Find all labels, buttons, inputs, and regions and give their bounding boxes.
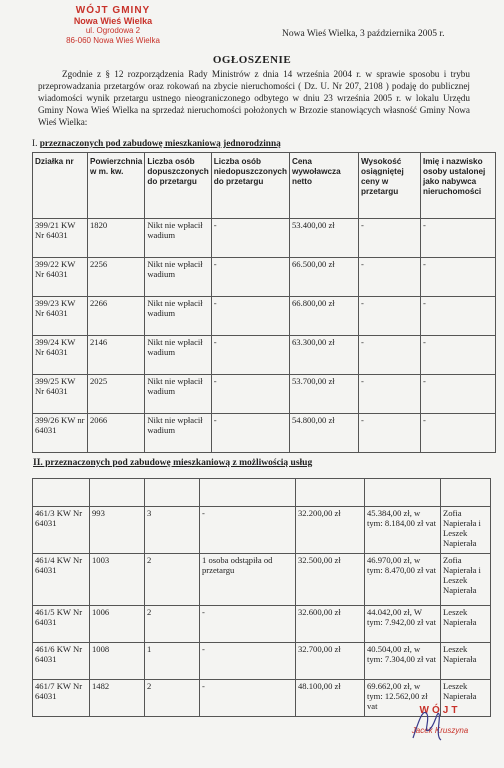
cell-starting-price: 32.200,00 zł	[296, 507, 365, 554]
cell-starting-price: 66.800,00 zł	[289, 297, 358, 336]
table-row	[33, 507, 491, 554]
cell-area: 2146	[88, 336, 145, 375]
stamp-line-2: Nowa Wieś Wielka	[73, 16, 153, 26]
cell-starting-price: 32.500,00 zł	[296, 554, 365, 606]
cell-admitted: 3	[145, 507, 200, 554]
header-achieved-price: Wysokość osiągniętej ceny w przetargu	[358, 153, 420, 219]
cell-parcel: 461/7 KW Nr 64031	[33, 680, 90, 717]
cell-buyer: -	[420, 219, 495, 258]
cell-achieved-price: -	[358, 219, 420, 258]
cell-achieved-price: -	[358, 297, 420, 336]
cell-achieved-price: -	[358, 336, 420, 375]
cell-starting-price: 53.400,00 zł	[289, 219, 358, 258]
header-buyer: Imię i nazwisko osoby ustalonej jako nabywca nieruchomości	[420, 153, 495, 219]
cell-not-admitted: -	[211, 414, 289, 453]
cell-not-admitted: -	[200, 606, 296, 643]
cell-starting-price: 54.800,00 zł	[289, 414, 358, 453]
cell-starting-price: 66.500,00 zł	[289, 258, 358, 297]
blank-cell	[365, 479, 441, 507]
cell-parcel: 399/23 KW Nr 64031	[33, 297, 88, 336]
place-date: Nowa Wieś Wielka, 3 października 2005 r.	[282, 29, 445, 39]
blank-cell	[296, 479, 365, 507]
cell-parcel: 461/3 KW Nr 64031	[33, 507, 90, 554]
cell-admitted: 1	[145, 643, 200, 680]
cell-not-admitted: 1 osoba odstąpiła od przetargu	[200, 554, 296, 606]
cell-achieved-price: 46.970,00 zł, w tym: 8.470,00 zł vat	[365, 554, 441, 606]
section-1-number: I.	[32, 139, 38, 149]
table-row	[33, 643, 491, 680]
blank-cell	[90, 479, 145, 507]
table-row	[33, 258, 496, 297]
cell-admitted: 2	[145, 606, 200, 643]
document-title: OGŁOSZENIE	[212, 54, 292, 66]
table-section-2	[32, 478, 491, 717]
cell-starting-price: 63.300,00 zł	[289, 336, 358, 375]
cell-area: 1003	[90, 554, 145, 606]
cell-parcel: 399/26 KW nr 64031	[33, 414, 88, 453]
stamp-line-1: WÓJT GMINY	[75, 5, 151, 16]
cell-admitted: Nikt nie wpłacił wadium	[145, 336, 211, 375]
stamp-line-4: 86-060 Nowa Wieś Wielka	[66, 36, 160, 45]
cell-area: 993	[90, 507, 145, 554]
cell-starting-price: 32.600,00 zł	[296, 606, 365, 643]
blank-cell	[441, 479, 491, 507]
cell-area: 2025	[88, 375, 145, 414]
table-row	[33, 375, 496, 414]
table-section-1	[32, 152, 496, 453]
cell-buyer: Leszek Napierała	[441, 643, 491, 680]
cell-buyer: -	[420, 414, 495, 453]
cell-area: 2066	[88, 414, 145, 453]
cell-buyer: Leszek Napierała	[441, 680, 491, 717]
header-area: Powierzchnia w m. kw.	[88, 153, 145, 219]
cell-achieved-price: 45.384,00 zł, w tym: 8.184,00 zł vat	[365, 507, 441, 554]
header-starting-price: Cena wywoławcza netto	[289, 153, 358, 219]
cell-parcel: 399/21 KW Nr 64031	[33, 219, 88, 258]
cell-parcel: 399/24 KW Nr 64031	[33, 336, 88, 375]
cell-buyer: -	[420, 258, 495, 297]
cell-area: 1008	[90, 643, 145, 680]
section-1-heading	[32, 139, 281, 149]
cell-area: 1820	[88, 219, 145, 258]
blank-cell	[33, 479, 90, 507]
cell-buyer: Zofia Napierała i Leszek Napierała	[441, 507, 491, 554]
cell-buyer: Zofia Napierała i Leszek Napierała	[441, 554, 491, 606]
cell-buyer: -	[420, 375, 495, 414]
cell-achieved-price: -	[358, 258, 420, 297]
cell-achieved-price: -	[358, 414, 420, 453]
cell-parcel: 461/4 KW Nr 64031	[33, 554, 90, 606]
cell-not-admitted: -	[211, 219, 289, 258]
table-row	[33, 336, 496, 375]
header-admitted: Liczba osób dopuszczonych do przetargu	[145, 153, 211, 219]
table-row	[33, 554, 491, 606]
signature-title: WÓJT	[419, 705, 461, 716]
cell-starting-price: 32.700,00 zł	[296, 643, 365, 680]
cell-buyer: -	[420, 297, 495, 336]
cell-parcel: 461/5 KW Nr 64031	[33, 606, 90, 643]
cell-achieved-price: -	[358, 375, 420, 414]
office-stamp	[48, 6, 178, 46]
section-2-heading: II. przeznaczonych pod zabudowę mieszkaniową z możliwością usług	[33, 458, 313, 468]
intro-text: Zgodnie z § 12 rozporządzenia Rady Ministrów z dnia 14 września 2004 r. w sprawie sposobu i trybu przeprowadzania przetargów oraz rokowań na zbycie nieruchomości ( Dz. U. Nr 207, 2108 ) podaję do publicznej wiadomości wynik przetargu ustnego nieograniczonego odbytego w dniu 23 września 2005 r. w lokalu Urzędu Gminy Nowa Wieś Wielka na sprzedaż nieruchomości położonych w Brzozie stanowiących własność Gminy Nowa Wieś Wielka:	[38, 69, 470, 127]
table-row	[33, 219, 496, 258]
cell-not-admitted: -	[200, 680, 296, 717]
stamp-line-3: ul. Ogrodowa 2	[85, 26, 141, 35]
blank-cell	[200, 479, 296, 507]
cell-admitted: 2	[145, 554, 200, 606]
table-row	[33, 297, 496, 336]
cell-admitted: Nikt nie wpłacił wadium	[145, 219, 211, 258]
table-row	[33, 606, 491, 643]
cell-area: 1482	[90, 680, 145, 717]
header-not-admitted: Liczba osób niedopuszczonych do przetargu	[211, 153, 289, 219]
handwritten-signature-icon	[405, 700, 455, 750]
cell-parcel: 399/22 KW Nr 64031	[33, 258, 88, 297]
table-blank-header-row	[33, 479, 491, 507]
header-parcel: Działka nr	[33, 153, 88, 219]
cell-achieved-price: 44.042,00 zł, W tym: 7.942,00 zł vat	[365, 606, 441, 643]
table-row	[33, 414, 496, 453]
cell-area: 1006	[90, 606, 145, 643]
intro-paragraph	[38, 68, 470, 128]
cell-achieved-price: 40.504,00 zł, w tym: 7.304,00 zł vat	[365, 643, 441, 680]
cell-admitted: Nikt nie wpłacił wadium	[145, 414, 211, 453]
section-1-title: przeznaczonych pod zabudowę mieszkaniową jednorodzinną	[39, 139, 281, 149]
cell-starting-price: 53.700,00 zł	[289, 375, 358, 414]
cell-not-admitted: -	[200, 507, 296, 554]
cell-admitted: Nikt nie wpłacił wadium	[145, 258, 211, 297]
cell-admitted: Nikt nie wpłacił wadium	[145, 375, 211, 414]
cell-buyer: -	[420, 336, 495, 375]
cell-parcel: 461/6 KW Nr 64031	[33, 643, 90, 680]
signature-name: Jacek Kruszyna	[411, 726, 469, 735]
cell-not-admitted: -	[211, 336, 289, 375]
cell-parcel: 399/25 KW Nr 64031	[33, 375, 88, 414]
blank-cell	[145, 479, 200, 507]
cell-admitted: 2	[145, 680, 200, 717]
cell-area: 2256	[88, 258, 145, 297]
cell-admitted: Nikt nie wpłacił wadium	[145, 297, 211, 336]
cell-not-admitted: -	[211, 297, 289, 336]
cell-area: 2266	[88, 297, 145, 336]
cell-achieved-price: 69.662,00 zł, w tym: 12.562,00 zł vat	[365, 680, 441, 717]
cell-not-admitted: -	[211, 258, 289, 297]
cell-not-admitted: -	[211, 375, 289, 414]
table-header-row	[33, 153, 496, 219]
cell-starting-price: 48.100,00 zł	[296, 680, 365, 717]
cell-buyer: Leszek Napierała	[441, 606, 491, 643]
cell-not-admitted: -	[200, 643, 296, 680]
